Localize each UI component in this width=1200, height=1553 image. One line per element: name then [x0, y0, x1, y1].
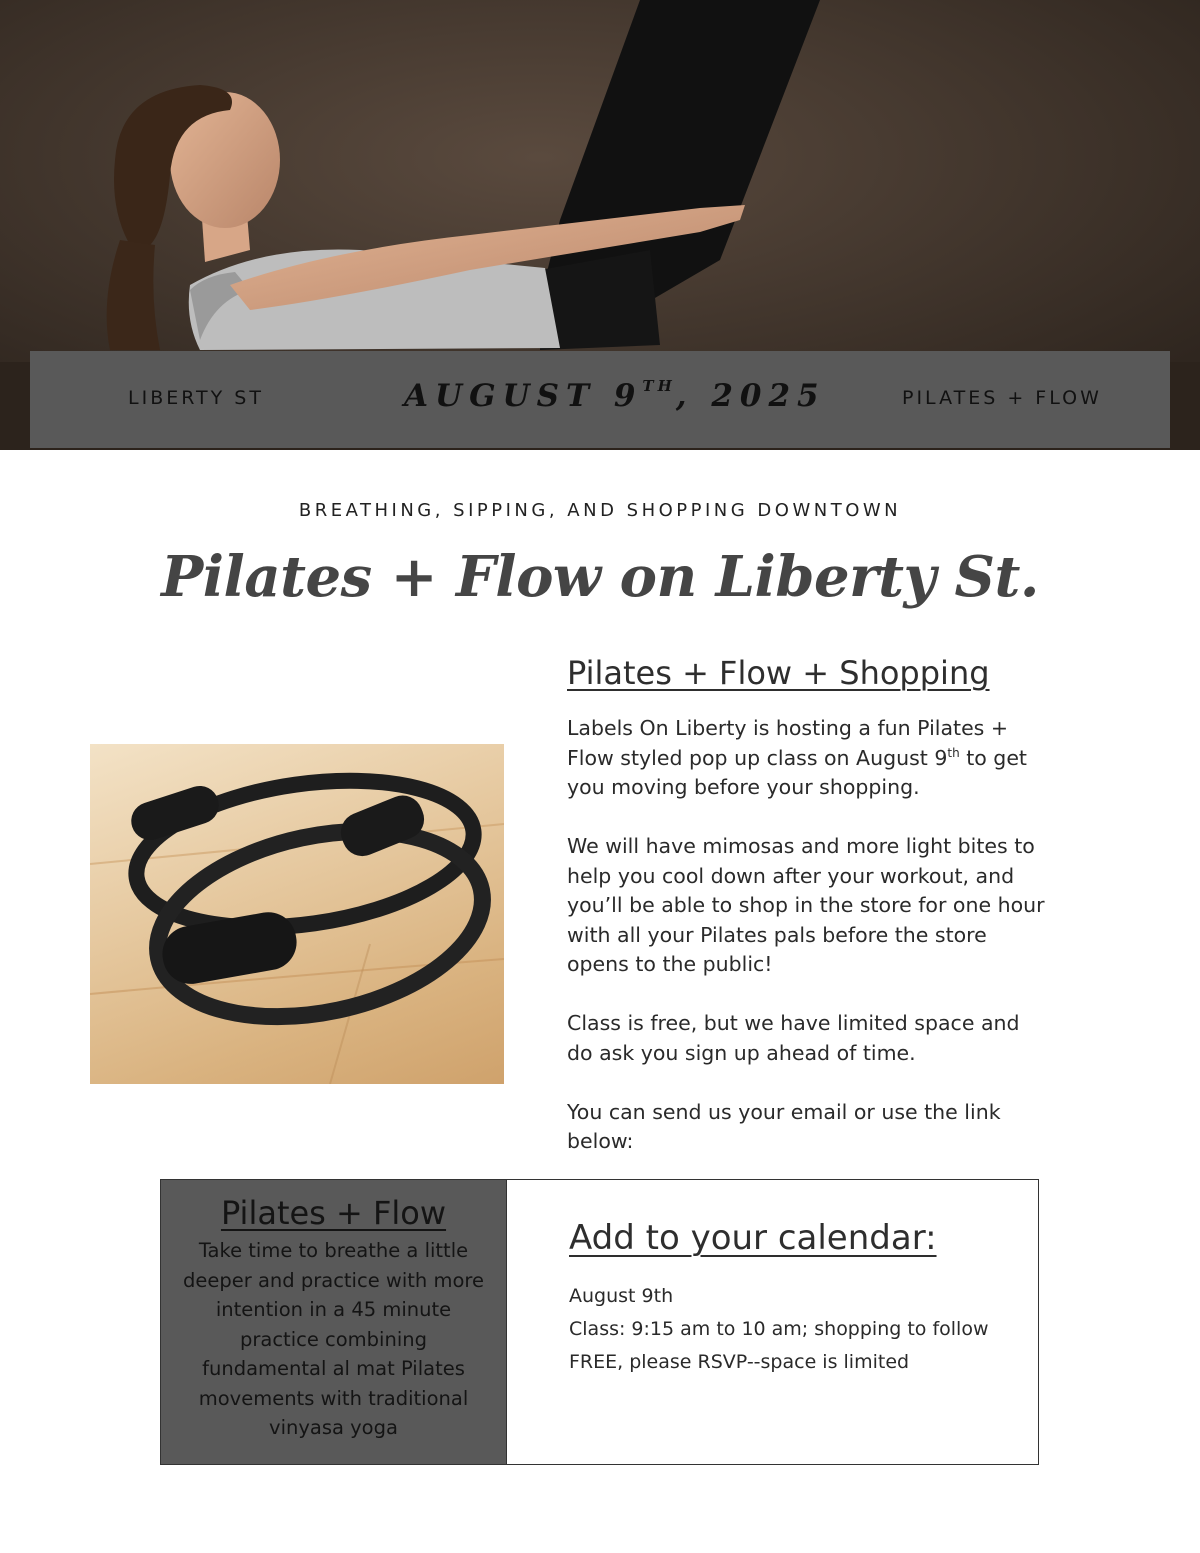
info-paragraph-3: Class is free, but we have limited space and do ask you sign up ahead of time.	[567, 1011, 1020, 1065]
info-paragraph-4: You can send us your email or use the link below:	[567, 1099, 1001, 1153]
class-details-box	[160, 1179, 1039, 1465]
event-banner	[30, 351, 1170, 448]
info-paragraph-2: We will have mimosas and more light bites to help you cool down after your workout, and you’ll be able to shop in the store for one hour with all your Pilates pals before the store opens to the public!	[567, 834, 1045, 976]
calendar-price: FREE, please RSVP--space is limited	[569, 1351, 910, 1373]
class-description: Take time to breathe a little deeper and practice with more intention in a 45 minute practice combining fundamental al mat Pilates movements with traditional vinyasa yoga	[183, 1239, 484, 1439]
calendar-time: Class: 9:15 am to 10 am; shopping to follow	[569, 1318, 989, 1340]
calendar-details	[569, 1280, 1038, 1379]
pilates-rings-photo	[90, 744, 504, 1084]
hero-image	[0, 0, 1200, 450]
banner-event-type: PILATES + FLOW	[902, 387, 1102, 409]
add-to-calendar-link[interactable]: Add to your calendar:	[569, 1218, 937, 1258]
class-title: Pilates + Flow	[220, 1194, 447, 1232]
banner-date: AUGUST 9TH, 2025	[404, 376, 826, 414]
class-description-panel	[161, 1180, 506, 1464]
page-title: Pilates + Flow on Liberty St.	[161, 544, 1039, 610]
calendar-date: August 9th	[569, 1285, 674, 1307]
info-heading: Pilates + Flow + Shopping	[567, 654, 990, 692]
calendar-panel	[506, 1180, 1038, 1464]
info-paragraph-1: Labels On Liberty is hosting a fun Pilates + Flow styled pop up class on August 9th to get you moving before your shopping.	[567, 716, 1027, 799]
eyebrow-subtitle: BREATHING, SIPPING, AND SHOPPING DOWNTOWN	[298, 500, 902, 521]
info-body	[567, 714, 1047, 1186]
pilates-rings-illustration	[90, 744, 504, 1084]
banner-location: LIBERTY ST	[128, 387, 264, 409]
